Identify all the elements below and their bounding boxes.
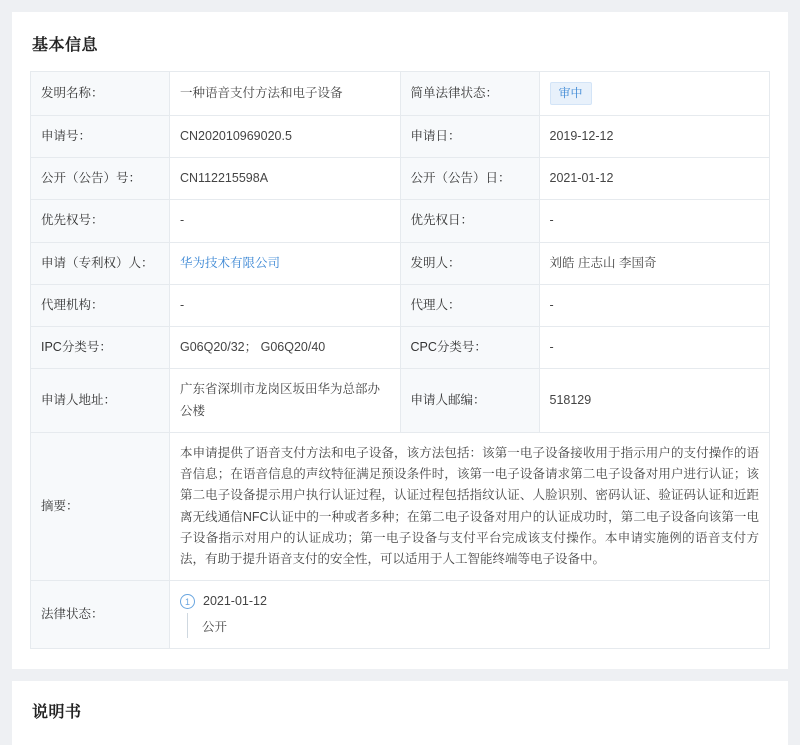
table-row — [31, 115, 770, 157]
row-label-publication-date: 公开（公告）日： — [400, 158, 539, 200]
row-label-invention-name: 发明名称： — [31, 72, 170, 116]
row-value-application-number: CN202010969020.5 — [170, 115, 401, 157]
table-row — [31, 284, 770, 326]
row-label-legal-state: 简单法律状态： — [400, 72, 539, 116]
row-value-cpc: - — [539, 327, 770, 369]
table-row — [31, 72, 770, 116]
description-title: 说明书 — [32, 703, 82, 721]
row-label-ipc: IPC分类号： — [31, 327, 170, 369]
row-value-inventor: 刘皓 庄志山 李国奇 — [539, 242, 770, 284]
basic-info-card — [12, 12, 788, 669]
row-label-abstract: 摘要： — [31, 432, 170, 581]
table-row-abstract — [31, 432, 770, 581]
row-label-applicant-zip: 申请人邮编： — [400, 369, 539, 433]
row-label-publication-number: 公开（公告）号： — [31, 158, 170, 200]
row-label-agent: 代理人： — [400, 284, 539, 326]
timeline-marker-icon: 1 — [180, 594, 195, 609]
table-row — [31, 327, 770, 369]
table-row — [31, 369, 770, 433]
row-value-priority-number: - — [170, 200, 401, 242]
row-label-legal-status: 法律状态： — [31, 581, 170, 649]
row-label-applicant: 申请（专利权）人： — [31, 242, 170, 284]
row-label-priority-date: 优先权日： — [400, 200, 539, 242]
basic-info-table — [30, 71, 770, 649]
row-label-cpc: CPC分类号： — [400, 327, 539, 369]
table-row-legal-status — [31, 581, 770, 649]
row-label-inventor: 发明人： — [400, 242, 539, 284]
row-value-agency: - — [170, 284, 401, 326]
row-value-ipc: G06Q20/32； G06Q20/40 — [170, 327, 401, 369]
row-value-agent: - — [539, 284, 770, 326]
row-value-application-date: 2019-12-12 — [539, 115, 770, 157]
legal-status-entry — [180, 591, 759, 612]
page-title: 基本信息 — [32, 37, 99, 54]
row-value-legal-status — [170, 581, 770, 649]
table-row — [31, 200, 770, 242]
row-value-priority-date: - — [539, 200, 770, 242]
description-card — [12, 681, 788, 745]
row-label-application-number: 申请号： — [31, 115, 170, 157]
row-value-invention-name: 一种语音支付方法和电子设备 — [170, 72, 401, 116]
row-label-applicant-address: 申请人地址： — [31, 369, 170, 433]
legal-status-date: 2021-01-12 — [203, 594, 267, 609]
row-value-abstract: 本申请提供了语音支付方法和电子设备，该方法包括：该第一电子设备接收用于指示用户的支付操作的语音信息；在语音信息的声纹特征满足预设条件时，该第一电子设备请求第二电子设备对用户进行认证；该第二电子设备提示用户执行认证过程，认证过程包括指纹认证、人脸识别、密码认证、验证码认证和近距离无线通信NFC认证中的一种或者多种；在第二电子设备对用户的认证成功时，第二电子设备向该第一电子设备指示对用户的认证成功；第一电子设备与支付平台完成该支付操作。本申请实施例的语音支付方法，有助于提升语音支付的安全性，可以适用于人工智能终端等电子设备中。 — [170, 432, 770, 581]
row-value-applicant-address: 广东省深圳市龙岗区坂田华为总部办公楼 — [170, 369, 401, 433]
table-row — [31, 242, 770, 284]
row-label-priority-number: 优先权号： — [31, 200, 170, 242]
top-spacer — [0, 0, 800, 12]
row-value-applicant[interactable]: 华为技术有限公司 — [170, 242, 401, 284]
row-label-agency: 代理机构： — [31, 284, 170, 326]
row-value-publication-date: 2021-01-12 — [539, 158, 770, 200]
legal-status-timeline — [180, 591, 759, 638]
row-label-application-date: 申请日： — [400, 115, 539, 157]
legal-status-value: 公开 — [187, 613, 759, 638]
row-value-publication-number: CN112215598A — [170, 158, 401, 200]
row-value-applicant-zip: 518129 — [539, 369, 770, 433]
table-row — [31, 158, 770, 200]
row-value-legal-state — [539, 72, 770, 116]
status-badge: 审中 — [550, 82, 592, 105]
